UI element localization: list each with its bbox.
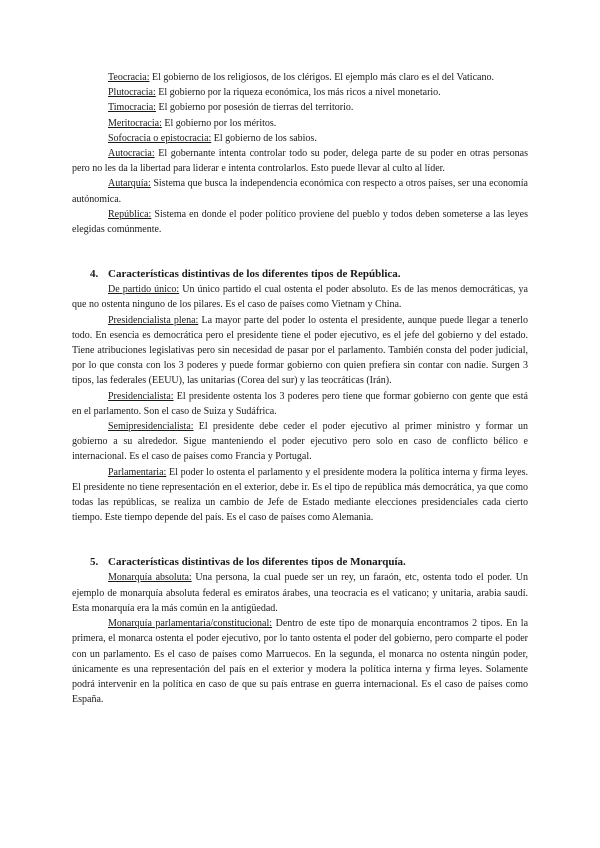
list-item	[72, 282, 528, 312]
section-number: 4.	[90, 268, 99, 281]
list-item	[72, 70, 528, 85]
term-definition: La mayor parte del poder lo ostenta el presidente, aunque puede llegar a tenerlo todo. En esencia es democrática pero el presidente tiene el poder ejecutivo, es el jefe del gobierno y del estado. Tiene atribuciones legislativas pero sin necesidad de pasar por el parlamento. También consta del poder judicial, por lo que consta con los 3 poderes y puede formar gobierno con quien prefiera sin contar con nadie. Surgen 3 tipos, las federales (EEUU), las unitarias (Corea del sur) y las teocráticas (Irán).	[72, 314, 528, 387]
term-label: Monarquía parlamentaria/constitucional:	[108, 618, 273, 630]
term-label: Meritocracia:	[108, 117, 162, 129]
term-definition: El gobierno por la riqueza económica, los más ricos a nivel monetario.	[155, 87, 441, 99]
term-label: Timocracia:	[108, 102, 156, 114]
term-label: Sofocracia o epistocracia:	[108, 132, 212, 144]
term-label: De partido único:	[108, 284, 180, 296]
term-definition: El gobierno de los sabios.	[211, 132, 317, 144]
term-label: Presidencialista:	[108, 390, 174, 402]
section-title: Características distintivas de los diferentes tipos de República.	[108, 268, 401, 281]
term-definition: El gobernante intenta controlar todo su poder, delega parte de su poder en otras personas pero no les da la libertad para liderar e intenta controlarlos. Esto puede llevar al culto al líder.	[72, 148, 528, 175]
section-spacer	[72, 237, 528, 267]
list-item	[72, 116, 528, 131]
term-definition: El poder lo ostenta el parlamento y el presidente modera la política interna y firma leyes. El presidente no tiene representación en el exterior, debe ir. Es el tipo de república más democrática, ya que como todas las repúblicas, se realiza un cambio de Jefe de Estado mediante elecciones presidenciales cada cierto tiempo. Este tiempo depende del país. Es el caso de países como Alemania.	[72, 466, 528, 524]
term-label: Monarquía absoluta:	[108, 572, 192, 584]
term-definition: El gobierno de los religiosos, de los clérigos. El ejemplo más claro es el del Vaticano.	[149, 72, 494, 83]
term-definition: El gobierno por posesión de tierras del territorio.	[155, 102, 354, 114]
term-definition: El gobierno por los méritos.	[161, 117, 277, 129]
term-definition: Sistema que busca la independencia económica con respecto a otros países, ser una economía autónomica.	[72, 178, 528, 205]
term-label: Presidencialista plena:	[108, 314, 199, 326]
term-label: República:	[108, 208, 152, 220]
term-label: Parlamentaria:	[108, 466, 167, 478]
section-title: Características distintivas de los diferentes tipos de Monarquía.	[108, 556, 406, 569]
section-4	[72, 267, 528, 525]
list-item	[72, 419, 528, 465]
list-item	[72, 131, 528, 146]
term-definition: El presidente debe ceder el poder ejecutivo al primer ministro y formar un gobierno a su alrededor. Sigue manteniendo el poder ejecutivo pero solo en caso de conflicto bélico e internacional. Es el caso de países como Francia y Portugal.	[72, 421, 528, 463]
list-item	[72, 207, 528, 237]
list-item	[72, 389, 528, 419]
term-definition: El presidente ostenta los 3 poderes pero tiene que formar gobierno con gente que está en el parlamento. Son el caso de Suiza y Sudáfrica.	[72, 390, 528, 417]
list-item	[72, 85, 528, 100]
term-definition: Dentro de este tipo de monarquía encontramos 2 tipos. En la primera, el monarca ostenta el poder ejecutivo, por lo tanto ostenta el poder del gobierno, pero comparte el poder con un parlamento. Es el caso de países como Marruecos. En la segunda, el monarca no ostenta ningún poder, únicamente es una representación del país en el exterior y modera la política interna y firma leyes. Solamente podrá intervenir en la política en caso de que su país entrase en guerra internacional. Es el caso de países como España.	[72, 618, 529, 706]
list-item	[72, 313, 528, 389]
term-definition: Una persona, la cual puede ser un rey, un faraón, etc, ostenta todo el poder. Un ejemplo de monarquía absoluta federal es emiratos árabes, una teocracia es el vaticano; y unitaria, arabia saudí. Esta monarquía era la más común en la antigüedad.	[72, 572, 528, 614]
list-item	[72, 616, 528, 707]
term-definition: Sistema en donde el poder político proviene del pueblo y todos deben someterse a las leyes elegidas comúnmente.	[72, 208, 528, 236]
list-item	[72, 146, 528, 176]
list-item	[72, 465, 528, 526]
list-item	[72, 570, 528, 616]
list-item	[72, 100, 528, 115]
section-spacer	[72, 525, 528, 555]
section-number: 5.	[90, 556, 99, 569]
term-label: Teocracia:	[108, 72, 150, 83]
term-label: Plutocracia:	[108, 87, 156, 99]
term-label: Autarquía:	[108, 178, 151, 190]
intro-list	[72, 70, 528, 237]
list-item	[72, 176, 528, 206]
term-label: Semipresidencialista:	[108, 421, 194, 433]
section-heading	[90, 267, 528, 282]
section-heading	[90, 555, 528, 570]
term-definition: Un único partido el cual ostenta el poder absoluto. Es de las menos democráticas, ya que no ostenta ninguno de los pilares. Es el caso de países como Vietnam y China.	[72, 284, 528, 311]
term-label: Autocracia:	[108, 148, 155, 160]
section-5	[72, 555, 528, 707]
